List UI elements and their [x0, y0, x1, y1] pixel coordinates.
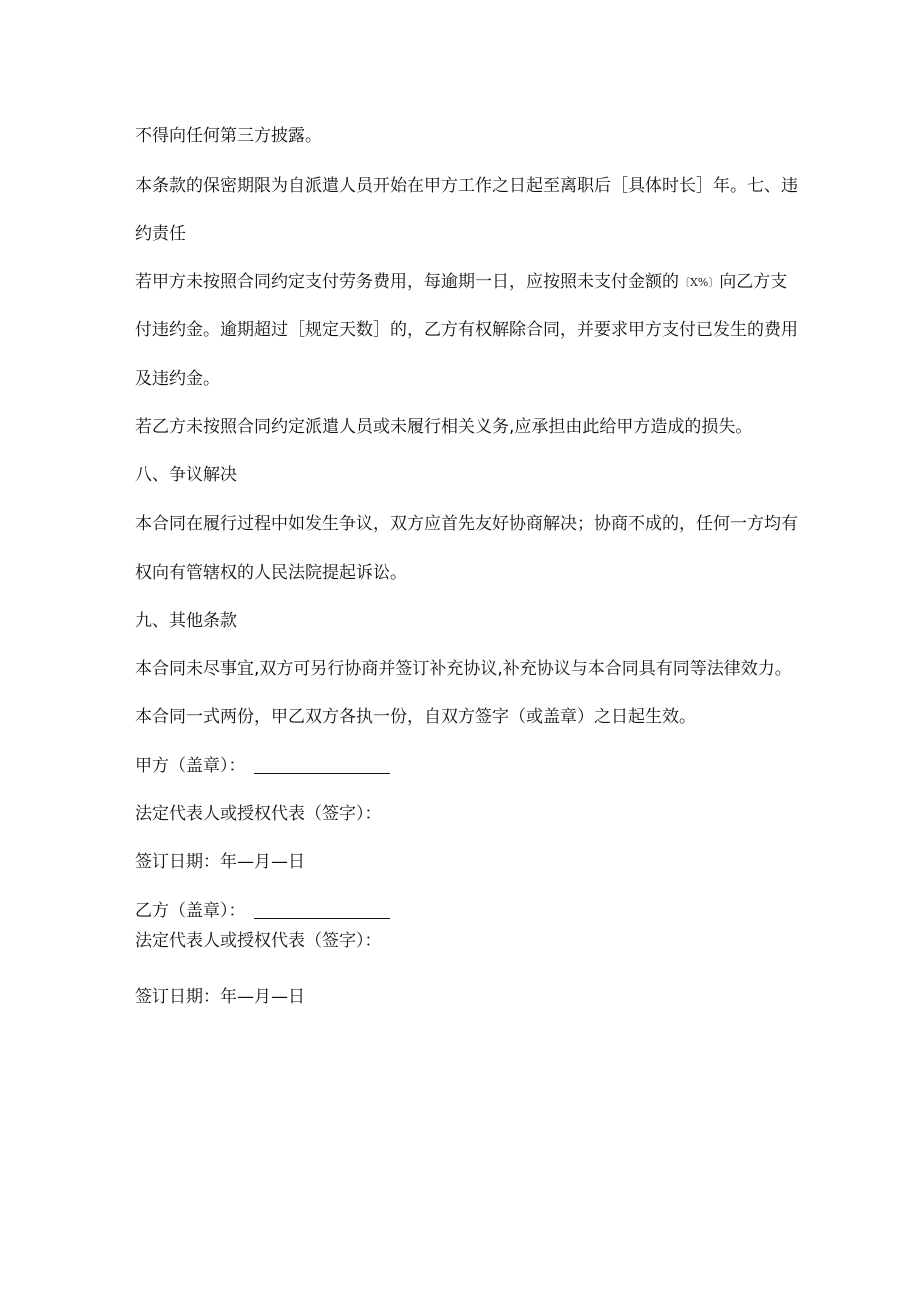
- party-a-seal-label: 甲方（盖章）：: [135, 756, 246, 776]
- heading-other-terms: 九、其他条款: [135, 611, 237, 631]
- paragraph-confidentiality-term-line2: 约责任: [135, 224, 186, 244]
- breach-text-b: 向乙方支: [719, 272, 788, 292]
- paragraph-confidentiality-term-line1: 本条款的保密期限为自派遣人员开始在甲方工作之日起至离职后［具体时长］年。七、违: [135, 176, 798, 196]
- paragraph-party-a-breach-line2: 付违约金。逾期超过［规定天数］的，乙方有权解除合同，并要求甲方支付已发生的费用: [135, 320, 798, 340]
- party-b-sign-date: 签订日期：年—月—日: [135, 987, 305, 1007]
- heading-dispute-resolution: 八、争议解决: [135, 465, 237, 485]
- party-b-seal-row: [135, 899, 795, 923]
- breach-text-a: 若甲方未按照合同约定支付劳务费用，每逾期一日，应按照未支付金额的: [135, 272, 679, 292]
- paragraph-copies: 本合同一式两份，甲乙双方各执一份，自双方签字（或盖章）之日起生效。: [135, 707, 696, 727]
- paragraph-party-a-breach-line1: [135, 270, 795, 295]
- party-b-representative: 法定代表人或授权代表（签字）：: [135, 931, 382, 951]
- party-a-representative: 法定代表人或授权代表（签字）：: [135, 804, 382, 824]
- paragraph-confidentiality-end: 不得向任何第三方披露。: [135, 126, 322, 146]
- paragraph-party-b-breach: 若乙方未按照合同约定派遣人员或未履行相关义务,应承担由此给甲方造成的损失。: [135, 417, 753, 437]
- paragraph-dispute-line1: 本合同在履行过程中如发生争议，双方应首先友好协商解决；协商不成的，任何一方均有: [135, 514, 798, 534]
- party-a-seal-row: [135, 754, 795, 778]
- paragraph-party-a-breach-line3: 及违约金。: [135, 369, 220, 389]
- paragraph-dispute-line2: 权向有管辖权的人民法院提起诉讼。: [135, 563, 407, 583]
- paragraph-supplementary: 本合同未尽事宜,双方可另行协商并签订补充协议,补充协议与本合同具有同等法律效力。: [135, 659, 792, 679]
- penalty-rate-placeholder: 〔X%〕: [679, 276, 720, 289]
- party-a-sign-date: 签订日期：年—月—日: [135, 852, 305, 872]
- party-a-seal-line[interactable]: [254, 757, 390, 774]
- party-b-seal-label: 乙方（盖章）：: [135, 901, 246, 921]
- party-b-seal-line[interactable]: [254, 902, 390, 919]
